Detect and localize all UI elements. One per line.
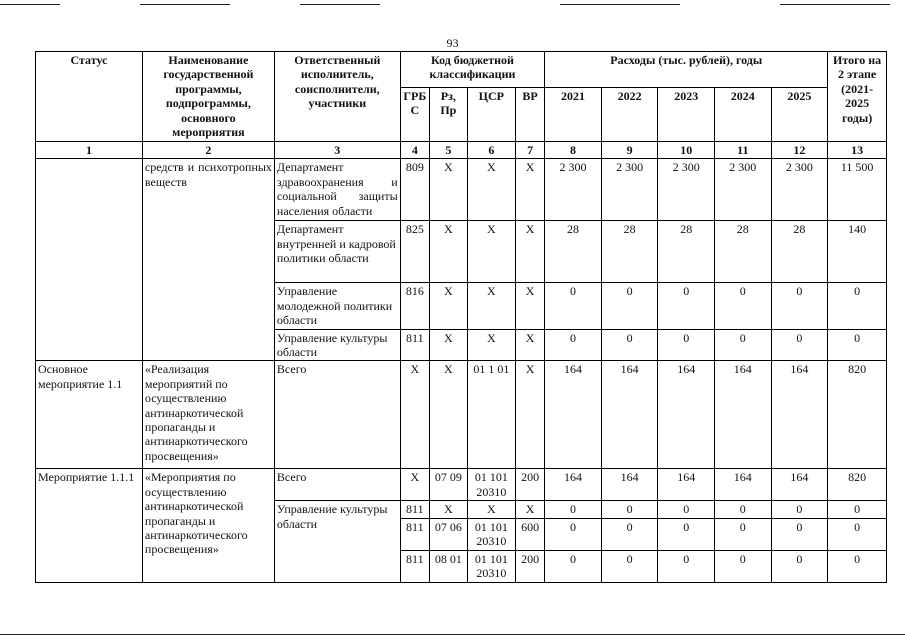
- value-cell: 0: [771, 283, 828, 329]
- header-status: Статус: [36, 52, 143, 142]
- value-cell: 0: [601, 518, 658, 550]
- status-cell: [36, 159, 143, 361]
- rzpr-cell: Х: [430, 159, 468, 221]
- value-cell: 2 300: [715, 159, 772, 221]
- rzpr-cell: Х: [430, 329, 468, 361]
- scan-edge-mark: [560, 4, 680, 5]
- value-cell: 164: [658, 469, 715, 501]
- status-cell: Мероприятие 1.1.1: [36, 469, 143, 582]
- value-cell: 0: [715, 283, 772, 329]
- value-cell: 2 300: [601, 159, 658, 221]
- value-cell: 164: [771, 361, 828, 469]
- value-cell: 0: [771, 329, 828, 361]
- page-number: 93: [446, 36, 459, 50]
- executor-cell: Всего: [274, 469, 400, 501]
- scan-edge-mark: [140, 4, 230, 5]
- value-cell: 164: [545, 361, 602, 469]
- total-cell: 820: [828, 361, 887, 469]
- csr-cell: Х: [467, 329, 515, 361]
- value-cell: 164: [545, 469, 602, 501]
- csr-cell: 01 101 20310: [467, 469, 515, 501]
- header-year: 2025: [771, 88, 828, 142]
- header-csr: ЦСР: [467, 88, 515, 142]
- header-total: Итого на 2 этапе (2021-2025 годы): [828, 52, 887, 142]
- csr-cell: Х: [467, 283, 515, 329]
- column-number: 10: [658, 142, 715, 159]
- csr-cell: 01 1 01: [467, 361, 515, 469]
- column-number: 4: [400, 142, 429, 159]
- header-year: 2022: [601, 88, 658, 142]
- vr-cell: Х: [515, 221, 544, 283]
- program-name-cell: «Реализация мероприятий по осуществлению антинаркотической пропаганды и антинаркотического просвещения»: [142, 361, 274, 469]
- executor-cell: Всего: [274, 361, 400, 469]
- value-cell: 28: [658, 221, 715, 283]
- value-cell: 28: [715, 221, 772, 283]
- scan-edge-mark: [300, 4, 380, 5]
- rzpr-cell: 08 01: [430, 550, 468, 582]
- value-cell: 164: [771, 469, 828, 501]
- budget-table: [35, 51, 887, 583]
- header-vr: ВР: [515, 88, 544, 142]
- total-cell: 0: [828, 501, 887, 518]
- column-number: 9: [601, 142, 658, 159]
- vr-cell: 200: [515, 469, 544, 501]
- column-number: 11: [715, 142, 772, 159]
- value-cell: 0: [715, 501, 772, 518]
- column-number: 6: [467, 142, 515, 159]
- column-number: 13: [828, 142, 887, 159]
- rzpr-cell: 07 06: [430, 518, 468, 550]
- csr-cell: 01 101 20310: [467, 550, 515, 582]
- header-budget-code: Код бюджетной классификации: [400, 52, 545, 88]
- value-cell: 0: [715, 550, 772, 582]
- value-cell: 2 300: [545, 159, 602, 221]
- column-number: 5: [430, 142, 468, 159]
- vr-cell: Х: [515, 329, 544, 361]
- rzpr-cell: Х: [430, 221, 468, 283]
- vr-cell: 200: [515, 550, 544, 582]
- value-cell: 0: [658, 550, 715, 582]
- total-cell: 0: [828, 550, 887, 582]
- value-cell: 0: [545, 501, 602, 518]
- grbs-cell: 809: [400, 159, 429, 221]
- csr-cell: Х: [467, 159, 515, 221]
- grbs-cell: 811: [400, 501, 429, 518]
- scan-edge-mark: [0, 4, 60, 5]
- value-cell: 0: [715, 518, 772, 550]
- value-cell: 0: [545, 550, 602, 582]
- header-rzpr: Рз, Пр: [430, 88, 468, 142]
- vr-cell: Х: [515, 501, 544, 518]
- csr-cell: 01 101 20310: [467, 518, 515, 550]
- column-number: 3: [274, 142, 400, 159]
- value-cell: 0: [545, 518, 602, 550]
- grbs-cell: Х: [400, 361, 429, 469]
- scan-edge-mark: [0, 634, 905, 635]
- value-cell: 0: [658, 501, 715, 518]
- column-number: 8: [545, 142, 602, 159]
- value-cell: 0: [715, 329, 772, 361]
- value-cell: 2 300: [771, 159, 828, 221]
- total-cell: 820: [828, 469, 887, 501]
- rzpr-cell: Х: [430, 283, 468, 329]
- value-cell: 28: [545, 221, 602, 283]
- grbs-cell: Х: [400, 469, 429, 501]
- value-cell: 0: [658, 329, 715, 361]
- value-cell: 0: [658, 518, 715, 550]
- value-cell: 164: [715, 469, 772, 501]
- value-cell: 0: [658, 283, 715, 329]
- table-row: [36, 361, 887, 469]
- total-cell: 11 500: [828, 159, 887, 221]
- executor-cell: Департамент внутренней и кадровой политики области: [274, 221, 400, 283]
- executor-cell: Департамент здравоохранения и социальной защиты населения области: [274, 159, 400, 221]
- grbs-cell: 811: [400, 329, 429, 361]
- value-cell: 164: [601, 469, 658, 501]
- header-grbs: ГРБ С: [400, 88, 429, 142]
- vr-cell: Х: [515, 159, 544, 221]
- header-expenses: Расходы (тыс. рублей), годы: [545, 52, 828, 88]
- vr-cell: Х: [515, 283, 544, 329]
- header-year: 2021: [545, 88, 602, 142]
- executor-cell: Управление культуры области: [274, 329, 400, 361]
- total-cell: 0: [828, 518, 887, 550]
- column-number: 1: [36, 142, 143, 159]
- value-cell: 28: [771, 221, 828, 283]
- value-cell: 164: [658, 361, 715, 469]
- value-cell: 0: [601, 550, 658, 582]
- value-cell: 0: [771, 550, 828, 582]
- value-cell: 0: [545, 283, 602, 329]
- value-cell: 2 300: [658, 159, 715, 221]
- rzpr-cell: 07 09: [430, 469, 468, 501]
- value-cell: 0: [771, 518, 828, 550]
- table-row: [36, 159, 887, 221]
- column-number-row: [36, 142, 887, 159]
- column-number: 2: [142, 142, 274, 159]
- scan-edge-mark: [780, 4, 890, 5]
- executor-cell: Управление культуры области: [274, 501, 400, 582]
- program-name-cell: «Мероприятия по осуществлению антинаркотической пропаганды и антинаркотического просвещения»: [142, 469, 274, 582]
- header-program-name: Наименование государственной программы, подпрограммы, основного мероприятия: [142, 52, 274, 142]
- value-cell: 0: [601, 329, 658, 361]
- value-cell: 0: [771, 501, 828, 518]
- header-executor: Ответственный исполнитель, соисполнители, участники: [274, 52, 400, 142]
- value-cell: 28: [601, 221, 658, 283]
- value-cell: 0: [545, 329, 602, 361]
- vr-cell: Х: [515, 361, 544, 469]
- grbs-cell: 816: [400, 283, 429, 329]
- grbs-cell: 811: [400, 518, 429, 550]
- rzpr-cell: Х: [430, 361, 468, 469]
- value-cell: 0: [601, 501, 658, 518]
- column-number: 7: [515, 142, 544, 159]
- grbs-cell: 811: [400, 550, 429, 582]
- grbs-cell: 825: [400, 221, 429, 283]
- executor-cell: Управление молодежной политики области: [274, 283, 400, 329]
- table-row: [36, 469, 887, 501]
- total-cell: 0: [828, 283, 887, 329]
- total-cell: 140: [828, 221, 887, 283]
- value-cell: 164: [715, 361, 772, 469]
- header-year: 2024: [715, 88, 772, 142]
- header-year: 2023: [658, 88, 715, 142]
- csr-cell: Х: [467, 501, 515, 518]
- rzpr-cell: Х: [430, 501, 468, 518]
- value-cell: 164: [601, 361, 658, 469]
- total-cell: 0: [828, 329, 887, 361]
- csr-cell: Х: [467, 221, 515, 283]
- vr-cell: 600: [515, 518, 544, 550]
- program-name-cell: средств и психотропных веществ: [142, 159, 274, 361]
- value-cell: 0: [601, 283, 658, 329]
- column-number: 12: [771, 142, 828, 159]
- status-cell: Основное мероприятие 1.1: [36, 361, 143, 469]
